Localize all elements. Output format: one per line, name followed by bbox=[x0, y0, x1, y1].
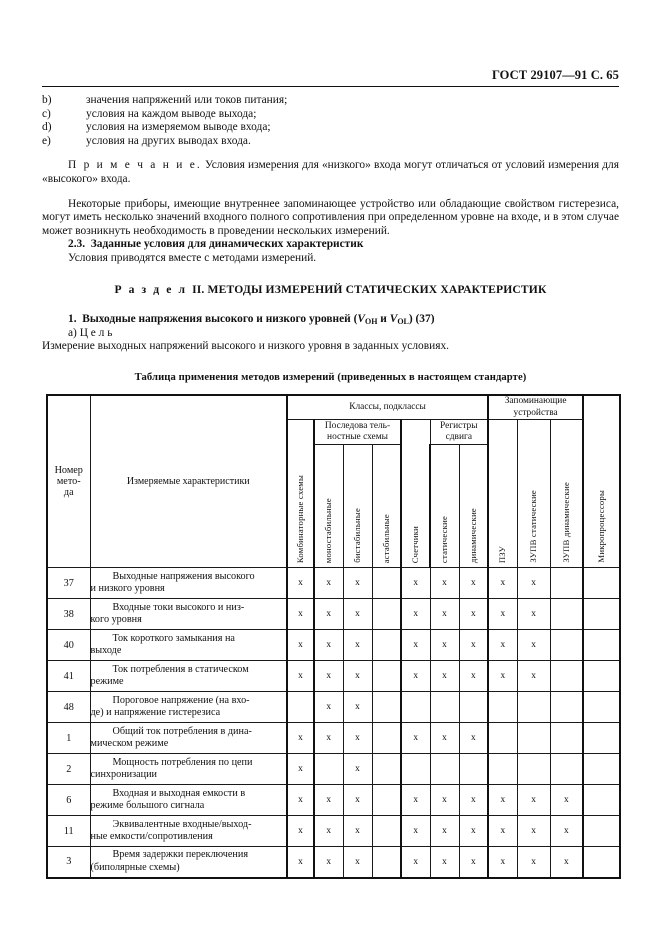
table-row bbox=[47, 847, 620, 878]
header-group-shift-l1: Регистры bbox=[440, 420, 478, 431]
header-cell-sram bbox=[517, 420, 550, 568]
table-cell-mark bbox=[583, 630, 620, 661]
table-cell-mark bbox=[550, 630, 583, 661]
conditions-list bbox=[42, 94, 619, 148]
table-cell-method-number: 1 bbox=[47, 723, 90, 754]
table-cell-mark bbox=[459, 692, 488, 723]
table-cell-mark bbox=[430, 692, 459, 723]
characteristic-line: Входные токи высокого и низ- bbox=[112, 601, 245, 613]
table-cell-mark bbox=[583, 847, 620, 878]
header-cell-method-number bbox=[47, 395, 90, 568]
characteristic-line: ные емкости/сопротивления bbox=[90, 831, 213, 842]
table-cell-characteristic bbox=[90, 847, 287, 878]
method-1-heading bbox=[42, 313, 619, 327]
table-cell-mark bbox=[550, 568, 583, 599]
table-cell-method-number: 11 bbox=[47, 816, 90, 847]
table-cell-method-number: 48 bbox=[47, 692, 90, 723]
table-cell-mark: x bbox=[517, 661, 550, 692]
table-cell-mark bbox=[583, 568, 620, 599]
section-2-3-title: Заданные условия для динамических характеристик bbox=[90, 238, 364, 251]
characteristic-line: Общий ток потребления в дина- bbox=[112, 725, 252, 737]
method-1-goal-text: Измерение выходных напряжений высокого и низкого уровня в заданных условиях. bbox=[42, 340, 449, 353]
symbol-vol: V bbox=[389, 313, 398, 326]
method-1-title-pre: Выходные напряжения высокого и низкого уровней ( bbox=[82, 313, 358, 326]
table-cell-mark: x bbox=[287, 816, 314, 847]
table-cell-mark: x bbox=[401, 785, 430, 816]
header-cell-monostable bbox=[314, 445, 343, 568]
table-cell-mark: x bbox=[343, 723, 372, 754]
table-cell-mark bbox=[550, 661, 583, 692]
header-cell-microprocessors bbox=[583, 395, 620, 568]
table-cell-mark: x bbox=[517, 630, 550, 661]
characteristic-line: Ток короткого замыкания на bbox=[112, 632, 235, 644]
table-cell-mark: x bbox=[488, 599, 517, 630]
table-row bbox=[47, 661, 620, 692]
table-cell-mark: x bbox=[517, 847, 550, 878]
characteristic-line: Эквивалентные входные/выход- bbox=[112, 818, 252, 830]
spacer bbox=[42, 148, 619, 159]
table-cell-mark bbox=[372, 630, 401, 661]
table-cell-mark bbox=[583, 692, 620, 723]
list-item bbox=[42, 121, 619, 135]
table-cell-mark: x bbox=[343, 568, 372, 599]
characteristic-line: Мощность потребления по цепи bbox=[112, 756, 253, 768]
table-cell-mark: x bbox=[430, 723, 459, 754]
table-cell-mark bbox=[401, 692, 430, 723]
table-cell-mark: x bbox=[343, 754, 372, 785]
list-marker: d) bbox=[42, 121, 52, 134]
header-cell-group-classes: Классы, подклассы bbox=[287, 395, 488, 420]
table-cell-mark: x bbox=[517, 816, 550, 847]
header-cell-group-memory bbox=[488, 395, 583, 420]
paragraph-hysteresis: Некоторые приборы, имеющие внутреннее запоминающее устройство или обладающие свойством гистерезиса, могут иметь несколько значений входного полного сопротивления при определенном уровне на входе, и в этом случае может возникнуть необходимость в проведении нескольких измерений. bbox=[42, 197, 619, 237]
list-item-text: значения напряжений или токов питания; bbox=[86, 94, 288, 106]
body-text-column bbox=[42, 94, 619, 385]
table-cell-mark bbox=[583, 816, 620, 847]
header-shift-dynamic-label: динамические bbox=[467, 507, 478, 563]
table-cell-mark bbox=[314, 754, 343, 785]
characteristic-line: выходе bbox=[90, 645, 122, 656]
table-cell-mark bbox=[550, 754, 583, 785]
table-row bbox=[47, 754, 620, 785]
table-cell-mark: x bbox=[430, 599, 459, 630]
table-cell-mark: x bbox=[287, 630, 314, 661]
list-item bbox=[42, 134, 619, 149]
table-cell-mark: x bbox=[488, 785, 517, 816]
table-cell-mark bbox=[372, 816, 401, 847]
table-cell-mark bbox=[488, 692, 517, 723]
table-cell-mark: x bbox=[401, 661, 430, 692]
table-cell-mark: x bbox=[314, 847, 343, 878]
characteristic-line: режиме bbox=[90, 676, 124, 687]
table-cell-mark: x bbox=[287, 785, 314, 816]
list-marker: c) bbox=[42, 107, 51, 120]
table-cell-mark bbox=[583, 754, 620, 785]
table-cell-mark: x bbox=[343, 661, 372, 692]
method-1-title-post: ) (37) bbox=[408, 313, 435, 326]
table-cell-characteristic bbox=[90, 599, 287, 630]
methods-table-wrapper bbox=[46, 394, 619, 879]
table-cell-method-number: 2 bbox=[47, 754, 90, 785]
table-row bbox=[47, 816, 620, 847]
table-cell-mark bbox=[287, 692, 314, 723]
table-cell-characteristic bbox=[90, 816, 287, 847]
table-cell-mark: x bbox=[343, 630, 372, 661]
header-cell-shift-dynamic bbox=[459, 445, 488, 568]
table-cell-mark: x bbox=[314, 692, 343, 723]
table-row bbox=[47, 692, 620, 723]
razdel-prefix: Р а з д е л bbox=[114, 282, 193, 296]
table-row bbox=[47, 599, 620, 630]
table-cell-mark: x bbox=[343, 785, 372, 816]
table-cell-characteristic bbox=[90, 661, 287, 692]
method-1-item-a: а) Ц е л ь bbox=[68, 326, 113, 339]
table-cell-mark bbox=[488, 754, 517, 785]
table-cell-mark bbox=[517, 723, 550, 754]
header-sram-label: ЗУПВ статические bbox=[528, 490, 539, 563]
table-cell-mark bbox=[550, 723, 583, 754]
table-cell-mark bbox=[401, 754, 430, 785]
header-group-sequential-l2: ностные схемы bbox=[327, 432, 388, 442]
table-cell-mark: x bbox=[401, 568, 430, 599]
table-cell-mark: x bbox=[459, 568, 488, 599]
table-cell-mark bbox=[550, 692, 583, 723]
characteristic-line: мическом режиме bbox=[90, 738, 169, 749]
header-cell-rom bbox=[488, 420, 517, 568]
table-cell-mark: x bbox=[343, 599, 372, 630]
table-cell-mark: x bbox=[314, 599, 343, 630]
table-cell-mark: x bbox=[430, 785, 459, 816]
table-cell-mark: x bbox=[287, 568, 314, 599]
table-cell-mark bbox=[372, 599, 401, 630]
characteristic-line: Входная и выходная емкости в bbox=[112, 787, 246, 799]
note-text: Условия измерения для «низкого» входа могут отличаться от условий измерения для «высокого» входа. bbox=[42, 159, 619, 185]
table-cell-mark: x bbox=[550, 816, 583, 847]
header-counters-label: Счетчики bbox=[410, 525, 421, 563]
characteristic-line: кого уровня bbox=[90, 614, 142, 625]
table-cell-mark bbox=[372, 754, 401, 785]
table-cell-characteristic bbox=[90, 692, 287, 723]
table-row bbox=[47, 785, 620, 816]
section-2-3-text: Условия приводятся вместе с методами измерений. bbox=[68, 251, 317, 264]
symbol-voh: V bbox=[357, 313, 365, 326]
table-cell-mark bbox=[550, 599, 583, 630]
spacer bbox=[42, 187, 619, 198]
table-cell-mark bbox=[488, 723, 517, 754]
header-bistable-label: бистабильные bbox=[352, 508, 363, 563]
table-cell-mark: x bbox=[430, 847, 459, 878]
table-cell-mark: x bbox=[430, 816, 459, 847]
header-group-memory-l2: устройства bbox=[513, 407, 558, 418]
table-cell-mark bbox=[583, 723, 620, 754]
characteristic-line: Выходные напряжения высокого bbox=[112, 570, 255, 582]
symbol-voh-sub: OH bbox=[364, 317, 378, 327]
table-cell-method-number: 40 bbox=[47, 630, 90, 661]
table-cell-mark: x bbox=[459, 847, 488, 878]
table-cell-mark: x bbox=[459, 661, 488, 692]
conjunction: и bbox=[377, 313, 390, 326]
spacer bbox=[42, 266, 619, 283]
table-cell-mark: x bbox=[401, 630, 430, 661]
table-cell-mark: x bbox=[287, 723, 314, 754]
header-group-sequential-l1: Последова тель- bbox=[324, 420, 391, 431]
table-cell-mark: x bbox=[459, 599, 488, 630]
header-cell-combinational bbox=[287, 420, 314, 568]
table-cell-mark bbox=[583, 785, 620, 816]
header-cell-astable bbox=[372, 445, 401, 568]
table-cell-mark: x bbox=[488, 816, 517, 847]
table-cell-characteristic bbox=[90, 723, 287, 754]
spacer bbox=[42, 296, 619, 313]
table-cell-characteristic bbox=[90, 568, 287, 599]
table-cell-mark: x bbox=[430, 630, 459, 661]
table-cell-mark: x bbox=[459, 816, 488, 847]
symbol-vol-sub: OL bbox=[397, 317, 409, 327]
characteristic-line: и низкого уровня bbox=[90, 583, 165, 594]
table-cell-mark bbox=[372, 785, 401, 816]
table-cell-mark: x bbox=[314, 630, 343, 661]
table-cell-mark: x bbox=[343, 816, 372, 847]
table-cell-mark: x bbox=[550, 785, 583, 816]
list-marker: b) bbox=[42, 94, 52, 106]
table-cell-mark: x bbox=[287, 599, 314, 630]
header-cell-bistable bbox=[343, 445, 372, 568]
table-cell-mark bbox=[517, 754, 550, 785]
table-cell-method-number: 37 bbox=[47, 568, 90, 599]
header-cell-counters bbox=[401, 420, 430, 568]
section-2-3-heading bbox=[42, 238, 619, 252]
header-cell-shift-static bbox=[430, 445, 459, 568]
table-cell-mark: x bbox=[488, 630, 517, 661]
header-combinational-label: Комбинаторные схемы bbox=[295, 474, 306, 563]
table-cell-method-number: 3 bbox=[47, 847, 90, 878]
table-cell-mark: x bbox=[401, 847, 430, 878]
methods-table-body bbox=[47, 568, 620, 878]
table-cell-mark: x bbox=[517, 785, 550, 816]
table-header-group-row bbox=[47, 395, 620, 420]
methods-table bbox=[46, 394, 621, 879]
method-1-number: 1. bbox=[68, 313, 77, 326]
list-item bbox=[42, 94, 619, 108]
list-item bbox=[42, 107, 619, 122]
table-row bbox=[47, 723, 620, 754]
table-cell-method-number: 41 bbox=[47, 661, 90, 692]
table-cell-mark: x bbox=[488, 568, 517, 599]
table-cell-mark: x bbox=[287, 661, 314, 692]
table-cell-mark: x bbox=[401, 816, 430, 847]
table-cell-mark: x bbox=[314, 785, 343, 816]
header-cell-group-shift bbox=[430, 420, 488, 445]
header-dram-label: ЗУПВ динамические bbox=[560, 482, 571, 563]
list-item-text: условия на измеряемом выводе входа; bbox=[86, 121, 271, 134]
header-method-number-l1: Номер bbox=[54, 465, 83, 476]
running-header: ГОСТ 29107—91 С. 65 bbox=[491, 68, 619, 82]
table-cell-mark: x bbox=[287, 847, 314, 878]
characteristic-line: де) и напряжение гистерезиса bbox=[90, 707, 221, 718]
table-cell-mark: x bbox=[488, 847, 517, 878]
header-rom-label: ПЗУ bbox=[497, 545, 508, 563]
razdel-heading bbox=[42, 283, 619, 297]
header-cell-characteristics: Измеряемые характеристики bbox=[90, 395, 287, 568]
table-cell-mark bbox=[430, 754, 459, 785]
header-astable-label: астабильные bbox=[380, 513, 391, 563]
header-monostable-label: моностабильные bbox=[323, 497, 334, 563]
razdel-title: II. МЕТОДЫ ИЗМЕРЕНИЙ СТАТИЧЕСКИХ ХАРАКТЕРИСТИК bbox=[192, 282, 547, 296]
table-cell-mark: x bbox=[488, 661, 517, 692]
header-group-memory-l1: Запоминающие bbox=[504, 396, 567, 406]
table-cell-mark: x bbox=[459, 785, 488, 816]
characteristic-line: Время задержки переключения bbox=[112, 849, 249, 861]
characteristic-line: Ток потребления в статическом bbox=[112, 663, 249, 675]
header-microprocessors-label: Микропроцессоры bbox=[596, 490, 607, 563]
table-cell-mark: x bbox=[459, 723, 488, 754]
table-cell-mark bbox=[372, 692, 401, 723]
spacer bbox=[42, 354, 619, 371]
table-cell-method-number: 38 bbox=[47, 599, 90, 630]
section-2-3-number: 2.3. bbox=[68, 238, 86, 251]
table-row bbox=[47, 630, 620, 661]
header-rule bbox=[42, 86, 619, 87]
table-caption: Таблица применения методов измерений (приведенных в настоящем стандарте) bbox=[134, 371, 527, 383]
note-block bbox=[42, 159, 619, 186]
table-cell-mark: x bbox=[287, 754, 314, 785]
list-marker: e) bbox=[42, 134, 51, 147]
characteristic-line: синхронизации bbox=[90, 769, 158, 780]
table-cell-mark: x bbox=[430, 568, 459, 599]
table-cell-mark bbox=[372, 723, 401, 754]
table-cell-mark: x bbox=[517, 568, 550, 599]
header-method-number-l2: мето- bbox=[56, 476, 81, 487]
header-shift-static-label: статические bbox=[439, 515, 450, 563]
table-cell-mark bbox=[459, 754, 488, 785]
table-row bbox=[47, 568, 620, 599]
table-cell-mark bbox=[372, 568, 401, 599]
table-cell-mark bbox=[583, 661, 620, 692]
header-method-number-l3: да bbox=[63, 487, 74, 498]
table-cell-mark: x bbox=[459, 630, 488, 661]
table-cell-mark: x bbox=[314, 568, 343, 599]
table-cell-mark bbox=[583, 599, 620, 630]
list-item-text: условия на других выводах входа. bbox=[86, 134, 251, 147]
header-cell-dram bbox=[550, 420, 583, 568]
table-cell-characteristic bbox=[90, 785, 287, 816]
table-cell-mark bbox=[517, 692, 550, 723]
list-item-text: условия на каждом выводе выхода; bbox=[86, 107, 257, 120]
characteristic-line: (биполярные схемы) bbox=[90, 861, 180, 873]
characteristic-line: режиме большого сигнала bbox=[90, 800, 205, 811]
header-group-shift-l2: сдвига bbox=[445, 432, 472, 442]
table-cell-mark: x bbox=[343, 847, 372, 878]
table-cell-mark: x bbox=[314, 816, 343, 847]
table-cell-mark: x bbox=[401, 723, 430, 754]
table-cell-mark: x bbox=[314, 661, 343, 692]
table-cell-mark: x bbox=[430, 661, 459, 692]
table-cell-mark: x bbox=[314, 723, 343, 754]
table-cell-mark: x bbox=[550, 847, 583, 878]
table-cell-mark bbox=[372, 847, 401, 878]
table-cell-mark: x bbox=[343, 692, 372, 723]
table-cell-characteristic bbox=[90, 630, 287, 661]
note-label: П р и м е ч а н и е. bbox=[68, 159, 202, 172]
table-cell-characteristic bbox=[90, 754, 287, 785]
characteristic-line: Пороговое напряжение (на вхо- bbox=[112, 694, 250, 706]
table-cell-mark: x bbox=[517, 599, 550, 630]
table-cell-mark: x bbox=[401, 599, 430, 630]
header-cell-group-sequential bbox=[314, 420, 401, 445]
table-cell-method-number: 6 bbox=[47, 785, 90, 816]
table-cell-mark bbox=[372, 661, 401, 692]
